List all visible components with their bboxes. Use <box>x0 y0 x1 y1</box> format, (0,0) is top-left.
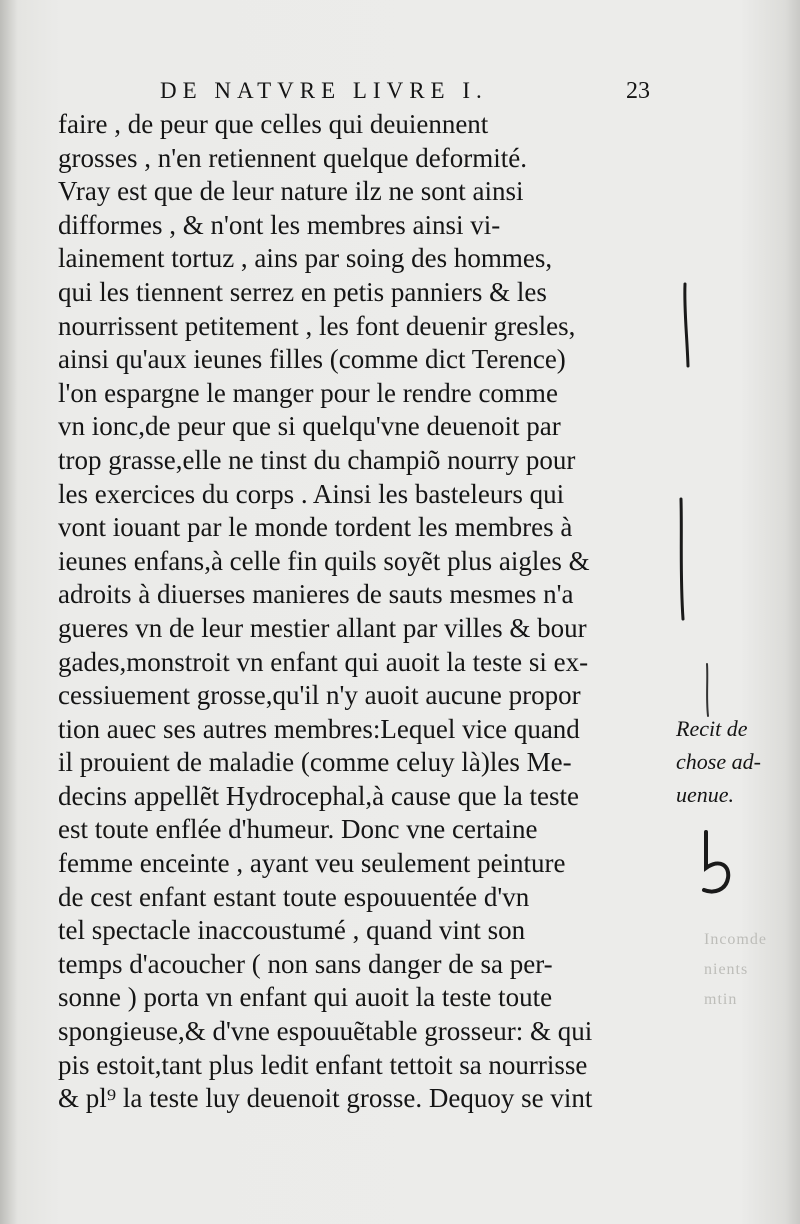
handwritten-mark <box>696 828 736 898</box>
text-line: cessiuement grosse,qu'il n'y auoit aucune propor <box>58 680 581 711</box>
text-line: pis estoit,tant plus ledit enfant tettoit sa nourrisse <box>58 1049 588 1080</box>
text-line: vn ionc,de peur que si quelqu'vne deuenoit par <box>58 411 561 442</box>
bleed-through-line: nients <box>704 961 749 978</box>
text-line: ainsi qu'aux ieunes filles (comme dict Terence) <box>58 344 566 375</box>
text-line: spongieuse,& d'vne espouuẽtable grosseur: & qui <box>58 1016 593 1047</box>
text-line: difformes , & n'ont les membres ainsi vi- <box>58 209 501 240</box>
text-line: tel spectacle inaccoustumé , quand vint son <box>58 915 526 946</box>
text-line: de cest enfant estant toute espouuentée d'vn <box>58 881 530 912</box>
text-line: les exercices du corps . Ainsi les basteleurs qui <box>58 478 565 509</box>
text-line: decins appellẽt Hydrocephal,à cause que la teste <box>58 780 580 811</box>
text-line: faire , de peur que celles qui deuiennent <box>58 109 489 139</box>
text-line: nourrissent petitement , les font deuenir gresles, <box>58 310 576 341</box>
bleed-through-line: Incomde <box>704 931 767 948</box>
margin-bracket-mark <box>676 280 696 370</box>
bleed-through-text <box>704 925 794 1015</box>
text-line: est toute enflée d'humeur. Donc vne certaine <box>58 814 538 845</box>
running-head-title: DE NATVRE LIVRE I. <box>160 78 488 103</box>
text-line: adroits à diuerses manieres de sauts mesmes n'a <box>58 579 574 610</box>
margin-note-line: uenue. <box>676 782 735 807</box>
body-text <box>58 108 678 1116</box>
text-line: l'on espargne le manger pour le rendre comme <box>58 377 558 408</box>
text-line: & pl⁹ la teste luy deuenoit grosse. Dequoy se vint <box>58 1083 593 1114</box>
page-number: 23 <box>626 78 650 104</box>
margin-bracket-mark <box>700 660 716 720</box>
text-line: il prouient de maladie (comme celuy là)les Me- <box>58 747 572 778</box>
text-line: ieunes enfans,à celle fin quils soyẽt plus aigles & <box>58 545 590 576</box>
text-line: temps d'acoucher ( non sans danger de sa per- <box>58 948 553 979</box>
text-line: trop grasse,elle ne tinst du champiõ nourry pour <box>58 444 576 475</box>
text-line: sonne ) porta vn enfant qui auoit la teste toute <box>58 982 553 1013</box>
text-line: grosses , n'en retiennent quelque deformité. <box>58 142 527 173</box>
text-line: femme enceinte , ayant veu seulement peinture <box>58 848 566 879</box>
margin-note <box>676 712 794 811</box>
text-line: tion auec ses autres membres:Lequel vice quand <box>58 713 580 744</box>
text-line: lainement tortuz , ains par soing des hommes, <box>58 243 553 274</box>
bleed-through-line: mtin <box>704 991 738 1008</box>
text-line: gueres vn de leur mestier allant par villes & bour <box>58 612 587 643</box>
text-line: vont iouant par le monde tordent les membres à <box>58 512 573 543</box>
text-line: qui les tiennent serrez en petis panniers & les <box>58 276 547 307</box>
running-head <box>160 78 680 108</box>
text-line: Vray est que de leur nature ilz ne sont ainsi <box>58 176 524 207</box>
margin-note-line: chose ad- <box>676 749 761 774</box>
text-line: gades,monstroit vn enfant qui auoit la teste si ex- <box>58 646 589 677</box>
margin-bracket-mark <box>672 495 692 625</box>
margin-note-line: Recit de <box>676 716 748 741</box>
